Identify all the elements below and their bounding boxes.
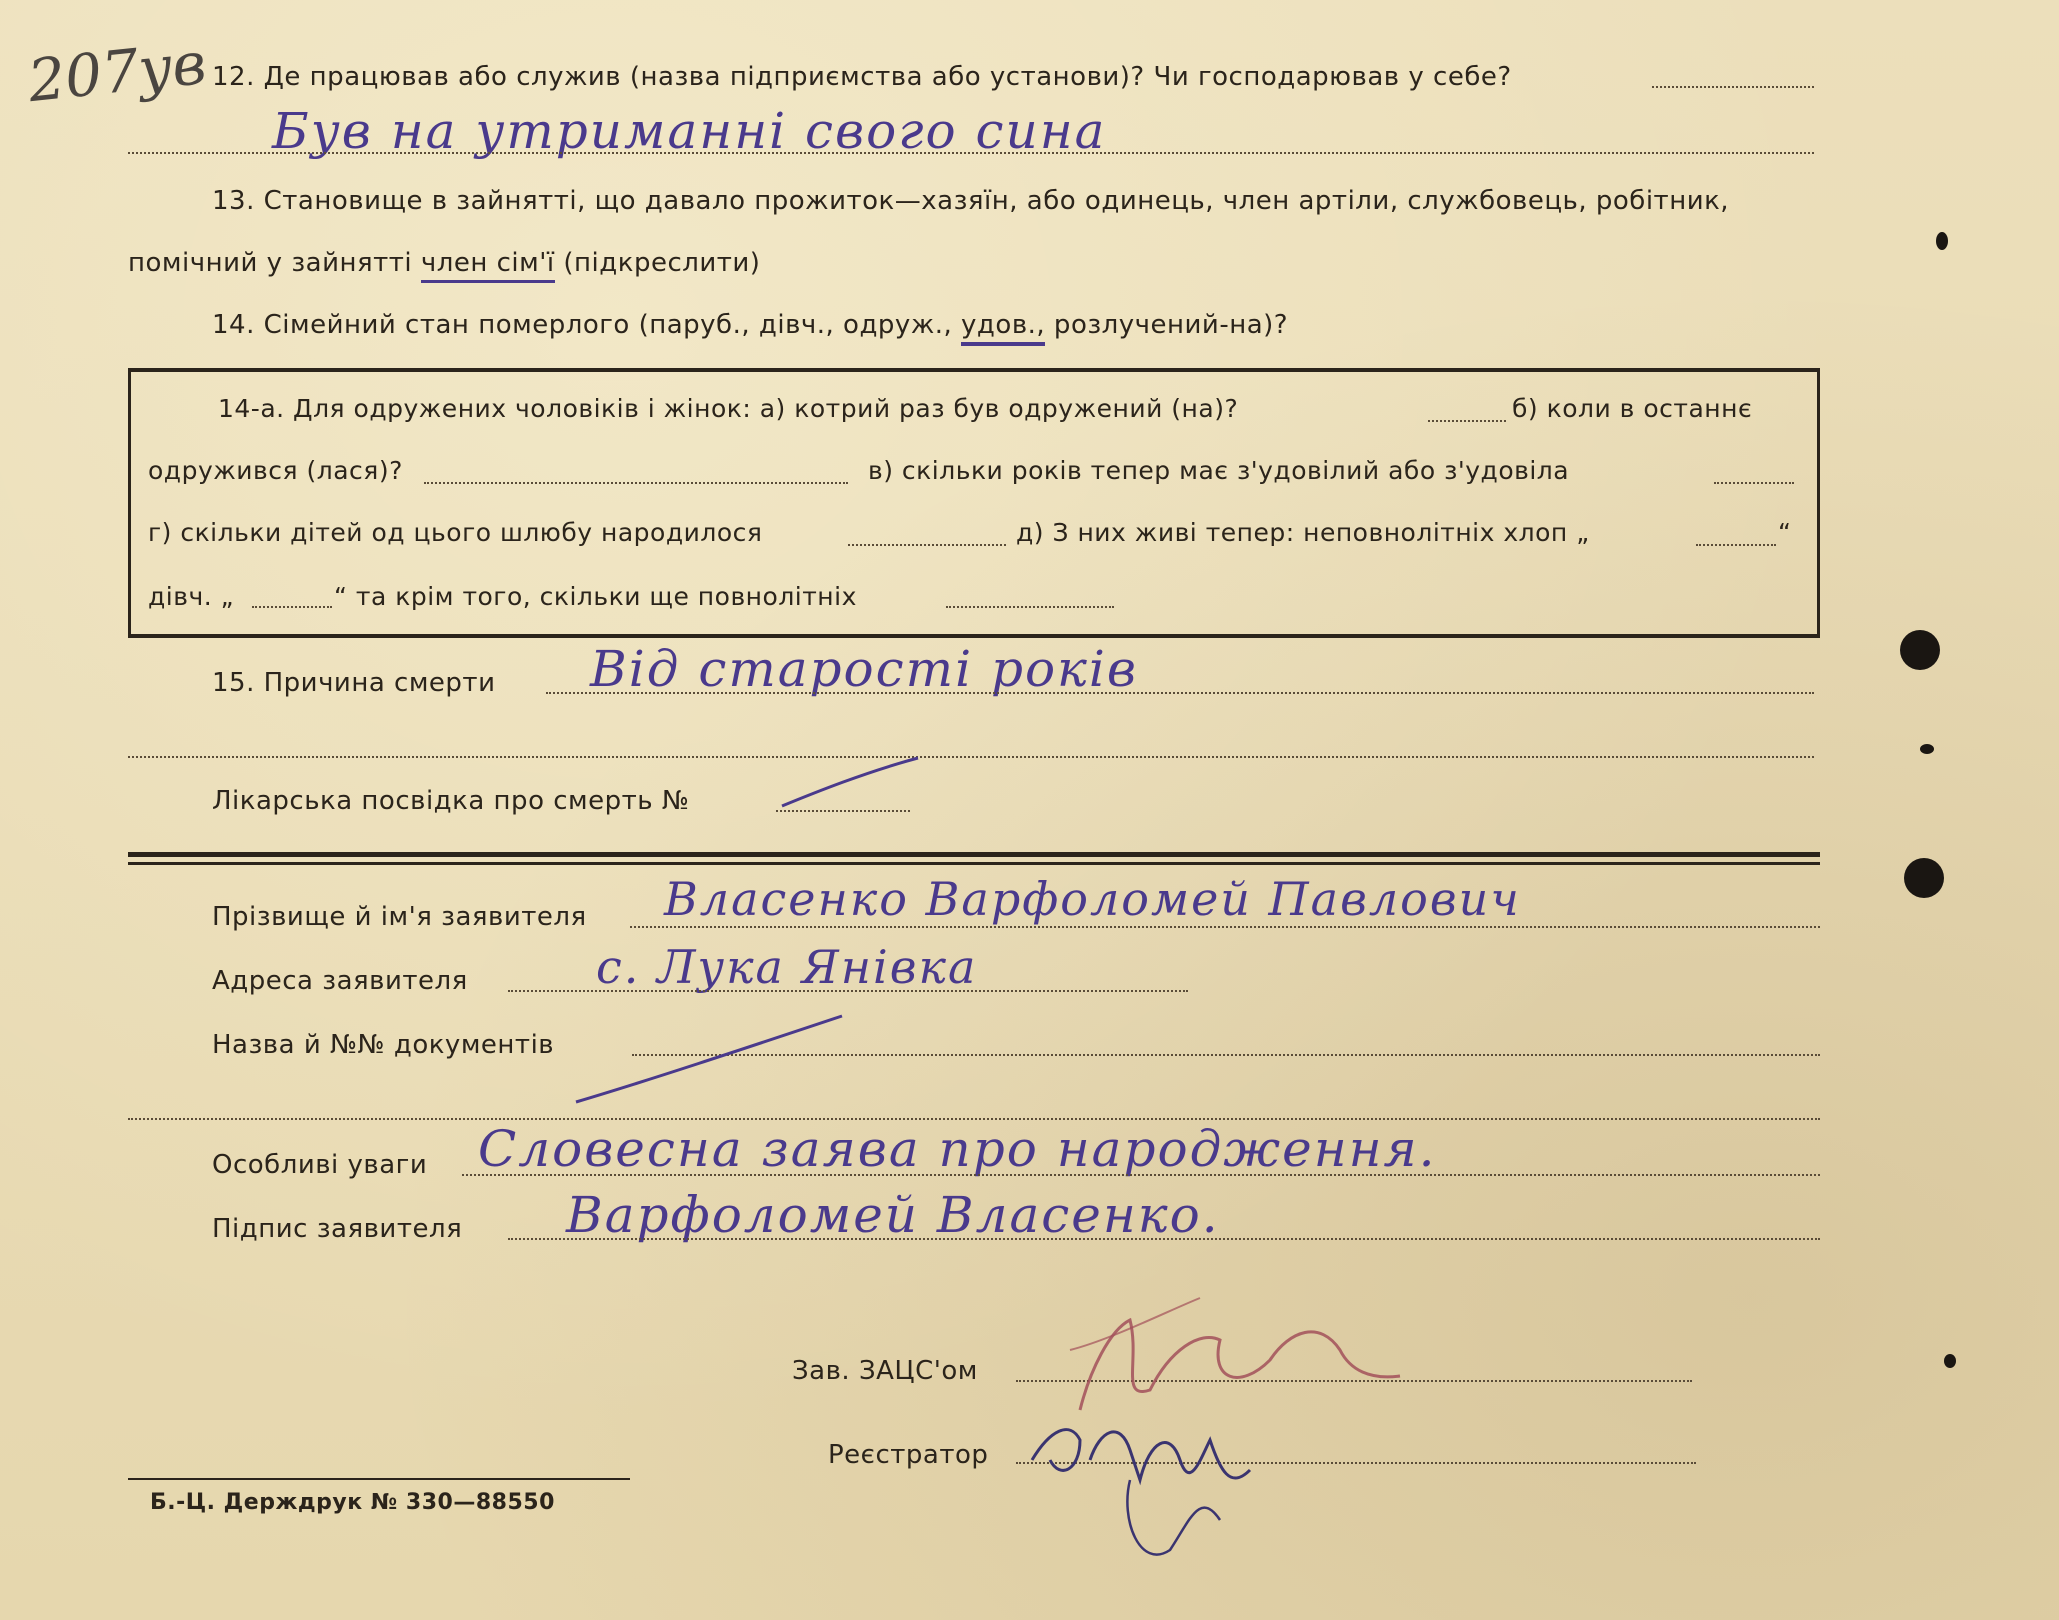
documents-label: Назва й №№ документів bbox=[212, 1030, 555, 1060]
q15-answer-line bbox=[546, 692, 1814, 694]
q14a-girls-dots bbox=[252, 606, 332, 608]
paper-mark bbox=[1936, 232, 1948, 250]
q14a-adults-dots bbox=[946, 606, 1114, 608]
printer-rule bbox=[128, 1478, 630, 1480]
q14a-girls: дівч. „ bbox=[148, 582, 235, 611]
q14a-b: б) коли в останнє bbox=[1512, 394, 1753, 423]
section-divider-bottom bbox=[128, 862, 1820, 865]
applicant-address-value: с. Лука Янівка bbox=[596, 940, 978, 994]
q13-line1: 13. Становище в зайнятті, що давало прожиток—хазяїн, або одинець, член артіли, службовець, робітник, bbox=[212, 186, 1730, 216]
applicant-address-line bbox=[508, 990, 1188, 992]
q14a-b2: одружився (лася)? bbox=[148, 456, 403, 485]
q13-line2-pre: помічний у зайнятті bbox=[128, 248, 421, 278]
applicant-address-label: Адреса заявителя bbox=[212, 966, 468, 996]
q14-underlined-option: удов., bbox=[961, 310, 1045, 346]
head-official-label: Зав. ЗАЦС'ом bbox=[792, 1356, 978, 1386]
q15-answer: Від старості років bbox=[590, 640, 1139, 698]
q14-line bbox=[212, 310, 1288, 340]
documents-dash-stroke bbox=[570, 1010, 850, 1110]
q14a-g: г) скільки дітей од цього шлюбу народилося bbox=[148, 518, 763, 547]
q14a-g-dots bbox=[848, 544, 1006, 546]
q14a-v: в) скільки років тепер має з'удовілий або з'удовіла bbox=[868, 456, 1570, 485]
q13-line2 bbox=[128, 248, 760, 278]
notes-value: Словесна заява про народження. bbox=[478, 1120, 1437, 1178]
q12-answer: Був на утриманні свого сина bbox=[272, 102, 1107, 160]
medical-label: Лікарська посвідка про смерть № bbox=[212, 786, 690, 816]
notes-line bbox=[462, 1174, 1820, 1176]
q14a-b-dots bbox=[424, 482, 848, 484]
printer-imprint: Б.-Ц. Держдрук № 330—88550 bbox=[150, 1490, 555, 1515]
q12-label: 12. Де працював або служив (назва підприємства або установи)? Чи господарював у себе? bbox=[212, 62, 1512, 92]
q12-answer-line bbox=[128, 152, 1814, 154]
q15-label: 15. Причина смерти bbox=[212, 668, 496, 698]
q14a-line1: 14-а. Для одружених чоловіків і жінок: а) котрий раз був одружений (на)? bbox=[218, 394, 1239, 423]
q14-pre: 14. Сімейний стан померлого (паруб., дівч., одруж., bbox=[212, 310, 962, 340]
registrar-signature bbox=[1020, 1400, 1280, 1580]
q15-second-line bbox=[128, 756, 1814, 758]
medical-dash-stroke bbox=[776, 752, 926, 812]
registrar-label: Реєстратор bbox=[828, 1440, 989, 1470]
q12-dotline bbox=[1652, 86, 1814, 88]
signature-line bbox=[508, 1238, 1820, 1240]
q13-underlined-option: член сім'ї bbox=[421, 248, 555, 283]
q14a-adults: “ та крім того, скільки ще повнолітніх bbox=[334, 582, 857, 611]
binding-hole-top bbox=[1900, 630, 1940, 670]
q13-line2-post: (підкреслити) bbox=[554, 248, 761, 278]
applicant-name-line bbox=[630, 926, 1820, 928]
margin-note: 207ув bbox=[24, 28, 210, 116]
applicant-name-label: Прізвище й ім'я заявителя bbox=[212, 902, 587, 932]
q14a-d-close: “ bbox=[1778, 518, 1792, 547]
applicant-name-value: Власенко Варфоломей Павлович bbox=[664, 872, 1521, 926]
q14a-a-dots bbox=[1428, 420, 1506, 422]
q14a-v-dots bbox=[1714, 482, 1794, 484]
section-divider-top bbox=[128, 852, 1820, 857]
binding-hole-bottom bbox=[1904, 858, 1944, 898]
paper-mark bbox=[1944, 1354, 1956, 1368]
notes-label: Особливі уваги bbox=[212, 1150, 428, 1180]
q14-post: розлучений-на)? bbox=[1045, 310, 1289, 340]
signature-label: Підпис заявителя bbox=[212, 1214, 463, 1244]
q14a-d: д) З них живі тепер: неповнолітніх хлоп „ bbox=[1016, 518, 1590, 547]
q14a-d-dots bbox=[1696, 544, 1776, 546]
signature-value: Варфоломей Власенко. bbox=[566, 1186, 1220, 1244]
paper-mark bbox=[1920, 744, 1934, 754]
